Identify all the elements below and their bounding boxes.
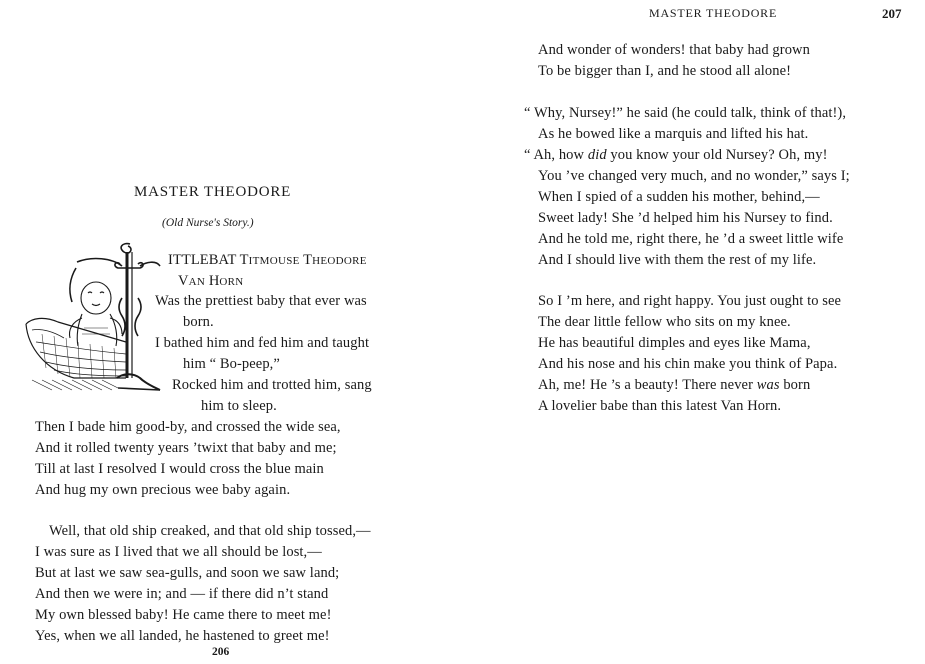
poem-line: Yes, when we all landed, he hastened to greet me!: [35, 628, 330, 644]
poem-line: I bathed him and fed him and taught: [155, 335, 370, 351]
poem-line: born.: [183, 314, 214, 330]
poem-line: Sweet lady! She ’d helped him his Nursey to find.: [538, 210, 833, 226]
opening-line: ITTLEBAT TITMOUSE THEODORE: [168, 252, 367, 268]
poem-line: “ Why, Nursey!” he said (he could talk, think of that!),: [524, 105, 847, 121]
opening-line-2: VAN HORN: [178, 273, 244, 289]
baby-figure: [70, 282, 123, 346]
baby-cradle-illustration: [22, 238, 162, 394]
basket: [26, 318, 126, 378]
poem-line: My own blessed baby! He came there to meet me!: [35, 607, 332, 623]
page-number-left: 206: [212, 646, 230, 658]
poem-title: MASTER THEODORE: [134, 184, 292, 200]
poem-line: Ah, me! He ’s a beauty! There never was born: [538, 377, 811, 393]
poem-line: And it rolled twenty years ’twixt that baby and me;: [35, 440, 337, 456]
poem-line: To be bigger than I, and he stood all alone!: [538, 63, 792, 79]
page-number-right: 207: [882, 6, 902, 21]
right-page: [462, 0, 925, 664]
poem-line: The dear little fellow who sits on my knee.: [538, 314, 791, 330]
poem-line: him “ Bo-peep,”: [183, 356, 280, 372]
poem-line: You ’ve changed very much, and no wonder,” says I;: [538, 168, 850, 184]
poem-line: Rocked him and trotted him, sang: [172, 377, 372, 393]
poem-line: As he bowed like a marquis and lifted his hat.: [538, 126, 809, 142]
poem-line: And I should live with them the rest of my life.: [538, 252, 817, 268]
poem-line: He has beautiful dimples and eyes like Mama,: [538, 335, 811, 351]
poem-subtitle: (Old Nurse's Story.): [162, 217, 254, 229]
poem-line: And hug my own precious wee baby again.: [35, 482, 291, 498]
poem-line: Well, that old ship creaked, and that old ship tossed,—: [49, 523, 371, 539]
poem-line: But at last we saw sea-gulls, and soon we saw land;: [35, 565, 340, 581]
left-page: [0, 0, 462, 664]
poem-line: Till at last I resolved I would cross the blue main: [35, 461, 324, 477]
poem-line: Was the prettiest baby that ever was: [155, 293, 367, 309]
poem-line: “ Ah, how did you know your old Nursey? Oh, my!: [524, 147, 828, 163]
poem-line: And wonder of wonders! that baby had grown: [538, 42, 810, 58]
poem-line: him to sleep.: [201, 398, 277, 414]
poem-line: And his nose and his chin make you think of Papa.: [538, 356, 838, 372]
poem-line: Then I bade him good-by, and crossed the wide sea,: [35, 419, 341, 435]
poem-line: And he told me, right there, he ’d a sweet little wife: [538, 231, 844, 247]
poem-line: When I spied of a sudden his mother, behind,—: [538, 189, 820, 205]
running-head: MASTER THEODORE: [649, 6, 778, 20]
ground-shading: [32, 380, 118, 390]
poem-line: A lovelier babe than this latest Van Horn.: [538, 398, 782, 414]
poem-line: And then we were in; and — if there did n’t stand: [35, 586, 329, 602]
poem-line: So I ’m here, and right happy. You just ought to see: [538, 293, 842, 309]
poem-line: I was sure as I lived that we all should be lost,—: [35, 544, 322, 560]
